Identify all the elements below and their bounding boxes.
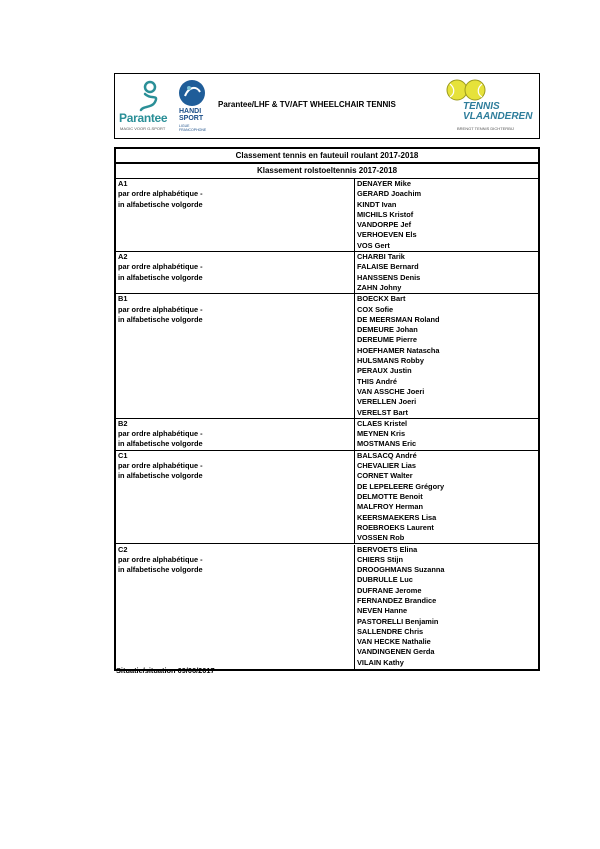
group-order-note: par ordre alphabétique - xyxy=(118,554,203,564)
player-list xyxy=(357,179,537,251)
player-name: VOSSEN Rob xyxy=(357,533,405,543)
player-name: HOEFHAMER Natascha xyxy=(357,345,440,355)
ranking-group xyxy=(116,179,538,252)
group-order-note: in alfabetische volgorde xyxy=(118,471,203,481)
tennis-vlaanderen-logo xyxy=(445,78,535,136)
group-label xyxy=(118,294,352,325)
player-name: BERVOETS Elina xyxy=(357,544,418,554)
header-title: Parantee/LHF & TV/AFT WHEELCHAIR TENNIS xyxy=(218,100,396,109)
column-divider xyxy=(354,252,355,293)
player-name: HANSSENS Denis xyxy=(357,272,421,282)
group-label xyxy=(118,419,352,450)
parantee-logo-text: Parantee xyxy=(119,111,168,125)
column-divider xyxy=(354,179,355,251)
player-name: HULSMANS Robby xyxy=(357,356,424,366)
player-name: GERARD Joachim xyxy=(357,189,422,199)
table-title-nl: Klassement rolstoeltennis 2017-2018 xyxy=(114,163,540,179)
player-name: CHEVALIER Lias xyxy=(357,461,416,471)
player-name: DROOGHMANS Suzanna xyxy=(357,565,445,575)
player-name: MALFROY Herman xyxy=(357,502,423,512)
parantee-logo-icon xyxy=(133,80,173,112)
handisport-logo-tagline: LIGUE FRANCOPHONE xyxy=(179,124,207,132)
group-label xyxy=(118,545,352,576)
parantee-logo-tagline: MAGIC VOOR G-SPORT xyxy=(120,126,166,131)
player-name: SALLENDRE Chris xyxy=(357,626,424,636)
player-name: CHARBI Tarik xyxy=(357,252,405,262)
column-divider xyxy=(354,419,355,450)
player-name: DELMOTTE Benoit xyxy=(357,491,423,501)
player-name: VERELST Bart xyxy=(357,407,408,417)
group-order-note: in alfabetische volgorde xyxy=(118,272,203,282)
group-label xyxy=(118,451,352,482)
group-code: B2 xyxy=(118,418,128,428)
player-name: CHIERS Stijn xyxy=(357,554,403,564)
group-order-note: par ordre alphabétique - xyxy=(118,189,203,199)
player-name: ZAHN Johny xyxy=(357,282,402,292)
player-name: DENAYER Mike xyxy=(357,179,411,188)
parantee-logo xyxy=(119,80,181,134)
player-name: KEERSMAEKERS Lisa xyxy=(357,512,437,522)
group-code: C1 xyxy=(118,450,128,460)
player-list xyxy=(357,419,537,450)
handisport-logo-text: HANDI SPORT xyxy=(179,108,204,122)
player-name: NEVEN Hanne xyxy=(357,606,408,616)
player-list xyxy=(357,451,537,544)
player-name: VANDORPE Jef xyxy=(357,220,412,230)
column-divider xyxy=(354,451,355,544)
player-list xyxy=(357,252,537,293)
column-divider xyxy=(354,294,355,418)
group-order-note: in alfabetische volgorde xyxy=(118,439,203,449)
player-name: DEREUME Pierre xyxy=(357,335,417,345)
group-order-note: in alfabetische volgorde xyxy=(118,199,203,209)
group-order-note: par ordre alphabétique - xyxy=(118,429,203,439)
player-name: CLAES Kristel xyxy=(357,418,408,428)
player-list xyxy=(357,294,537,418)
player-name: CORNET Walter xyxy=(357,471,413,481)
group-order-note: par ordre alphabétique - xyxy=(118,262,203,272)
player-name: DE MEERSMAN Roland xyxy=(357,314,440,324)
situation-date: Situatie/situation 09/06/2017 xyxy=(116,666,215,675)
player-name: DUBRULLE Luc xyxy=(357,575,413,585)
group-code: B1 xyxy=(118,294,128,304)
player-name: VERELLEN Joeri xyxy=(357,397,417,407)
player-name: VOS Gert xyxy=(357,240,390,250)
handisport-logo-icon xyxy=(177,78,207,108)
player-name: DE LEPELEERE Grégory xyxy=(357,481,445,491)
group-order-note: par ordre alphabétique - xyxy=(118,304,203,314)
player-name: THIS André xyxy=(357,376,397,386)
group-code: C2 xyxy=(118,544,128,554)
group-label xyxy=(118,179,352,210)
group-code: A2 xyxy=(118,252,128,262)
player-name: PASTORELLI Benjamin xyxy=(357,616,439,626)
player-list xyxy=(357,545,537,669)
player-name: FERNANDEZ Brandice xyxy=(357,595,437,605)
ranking-group xyxy=(116,545,538,670)
group-order-note: par ordre alphabétique - xyxy=(118,461,203,471)
table-title-fr: Classement tennis en fauteuil roulant 2017-2018 xyxy=(114,147,540,163)
player-name: KINDT Ivan xyxy=(357,199,397,209)
player-name: ROEBROEKS Laurent xyxy=(357,522,434,532)
handisport-logo xyxy=(177,78,209,136)
player-name: COX Sofie xyxy=(357,304,394,314)
player-name: VILAIN Kathy xyxy=(357,657,404,667)
tennis-vlaanderen-tagline: BRENGT TENNIS DICHTERBIJ xyxy=(457,126,514,131)
header-banner xyxy=(114,73,540,139)
player-name: VERHOEVEN Els xyxy=(357,230,417,240)
player-name: PERAUX Justin xyxy=(357,366,412,376)
player-name: FALAISE Bernard xyxy=(357,262,419,272)
player-name: DEMEURE Johan xyxy=(357,325,418,335)
ranking-group xyxy=(116,252,538,294)
ranking-group xyxy=(116,294,538,419)
player-name: BALSACQ André xyxy=(357,450,417,460)
group-label xyxy=(118,252,352,283)
player-name: VAN ASSCHE Joeri xyxy=(357,386,425,396)
player-name: MEYNEN Kris xyxy=(357,429,406,439)
player-name: BOECKX Bart xyxy=(357,294,406,304)
group-order-note: in alfabetische volgorde xyxy=(118,314,203,324)
player-name: MICHILS Kristof xyxy=(357,209,414,219)
player-name: MOSTMANS Eric xyxy=(357,439,417,449)
ranking-table xyxy=(114,179,540,671)
group-code: A1 xyxy=(118,179,128,188)
player-name: VANDINGENEN Gerda xyxy=(357,647,435,657)
ranking-group xyxy=(116,451,538,545)
column-divider xyxy=(354,545,355,670)
player-name: VAN HECKE Nathalie xyxy=(357,637,431,647)
group-order-note: in alfabetische volgorde xyxy=(118,565,203,575)
tennis-vlaanderen-logo-text: TENNIS VLAANDEREN xyxy=(463,101,533,122)
player-name: DUFRANE Jerome xyxy=(357,585,422,595)
ranking-group xyxy=(116,419,538,451)
